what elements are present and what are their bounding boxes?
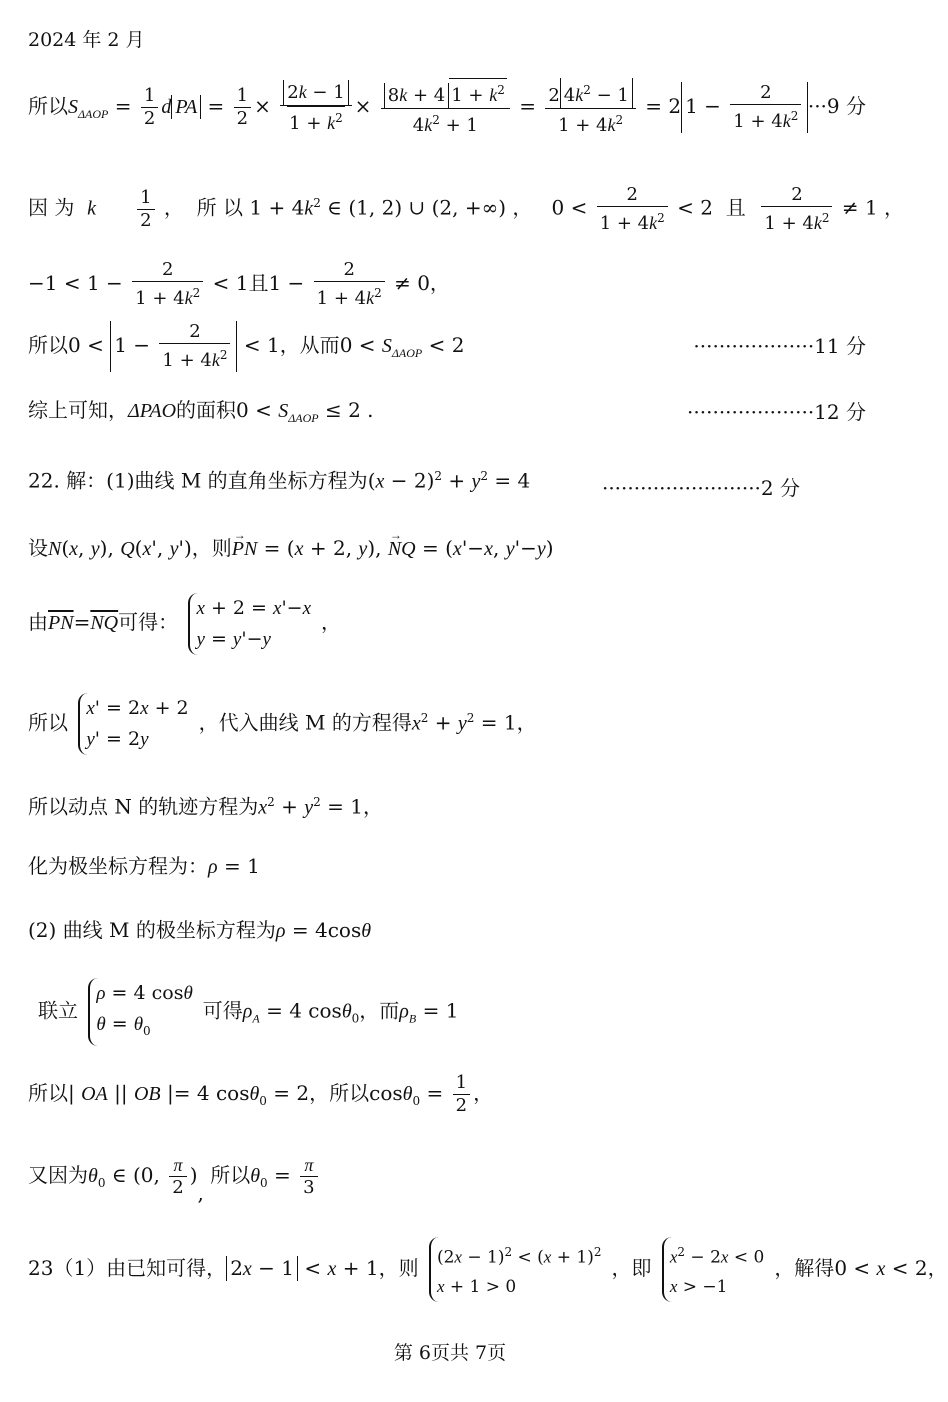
text-then: ，则 xyxy=(191,536,232,560)
trajectory-line: 所以动点 N 的轨迹方程为$x^2 + y^2 = 1$， xyxy=(28,794,383,819)
text-area: 的面积 xyxy=(176,398,237,422)
text-thus: ，从而 xyxy=(279,333,340,357)
text-so: 所 以 xyxy=(196,195,244,220)
simultaneous-line: 联立 ρ = 4 cosθ $\theta = \theta_0$ 可得$\rho_A = 4$ cosθ$_0$，而$\rho_B = 1$ xyxy=(38,978,872,1050)
polar-line: 化为极坐标方程为：ρ = 1 xyxy=(28,854,260,878)
text-get: 可得 xyxy=(202,998,243,1023)
system-line-2: 所以 x' = 2x + 2 y' = 2y ，代入曲线 M 的方程得$x^2 + y^2 = 1$， xyxy=(28,686,872,756)
score-2: ·························2 分 xyxy=(601,476,800,500)
range-line: 所以0 < 1 − $\frac{2}{1 + 4k^2}$ < 1，从而$0 < S_{\Delta AOP} < 2$ xyxy=(28,321,465,371)
vector-line: 设N(x, y), Q(x', y')，则→ PN = (x + 2, y), → NQ = (x'−x, y'−y) xyxy=(28,534,872,563)
text-so: 所以 xyxy=(28,1081,68,1105)
system-line-1: 由$\overline{PN}=\overline{NQ}$可得： x + 2 = x'−x y = y'−y ， xyxy=(28,590,872,655)
text-because: 因 为 xyxy=(28,195,75,220)
text-prefix: 所以 xyxy=(28,94,68,118)
text-q23: 23（1）由已知可得， xyxy=(28,1256,227,1280)
text-from: 由 xyxy=(28,610,48,634)
q23-line: 23（1）由已知可得， 2x − 1 < x + 1，则 $(2x - 1)^2 < (x + 1)^2$ x + 1 > 0 ，即 $x^2 - 2x < 0$ x > −1 ，解得0 < x < 2， xyxy=(28,1236,872,1302)
text-then: ，则 xyxy=(378,1256,419,1280)
text-and: 且 xyxy=(248,271,269,295)
text-ie: ，即 xyxy=(611,1256,652,1280)
text-sep: ， xyxy=(884,195,905,220)
page-date: 2024 年 2 月 xyxy=(28,29,145,51)
text-while: ，而 xyxy=(359,998,400,1023)
score-11: ···················11 分 xyxy=(693,334,866,358)
text-combine: 联立 xyxy=(38,998,78,1023)
condition-line: 因 为 k $\frac{1}{2}$ ， 所 以 $1 + 4k^2$ ∈ (1, 2) ∪ (2, +∞) ， 0 < $\frac{2}{1 + 4k^2}$ < 2 且 $\frac{2}{1 + 4k^2}$ ≠ 1 ， xyxy=(28,183,905,234)
text-so: 所以 xyxy=(28,710,68,735)
angle-line: 又因为$\theta_0$ ∈ (0, $\frac{\pi}{2}$ ), 所以$\theta_0$ = $\frac{\pi}{3}$ xyxy=(28,1150,872,1218)
text-polar: 化为极坐标方程为： xyxy=(28,854,208,878)
text-q22: 22. 解：(1)曲线 M 的直角坐标方程为 xyxy=(28,468,368,493)
text-so2: ，所以 xyxy=(309,1081,370,1105)
text-let: 设 xyxy=(28,536,48,560)
text-and: 且 xyxy=(725,195,746,220)
q22-line: 22. 解：(1)曲线 M 的直角坐标方程为$(x - 2)^2 + y^2 = 4$ xyxy=(28,468,531,493)
product-line: 所以| OA || OB |= 4 cosθ$_0$ = 2，所以cosθ$_0$ = $\frac{1}{2}$ ， xyxy=(28,1072,494,1116)
part2-line: (2) 曲线 M 的极坐标方程为ρ = 4cosθ xyxy=(28,918,372,942)
text-part2: (2) 曲线 M 的极坐标方程为 xyxy=(28,918,276,942)
text-trajectory: 所以动点 N 的轨迹方程为 xyxy=(28,794,259,819)
text-get: 可得： xyxy=(118,610,179,634)
text-solve: ，解得 xyxy=(774,1256,835,1280)
score-12: ····················12 分 xyxy=(687,400,866,424)
score-9: ···9 分 xyxy=(807,94,866,118)
text-prefix: 所以 xyxy=(28,333,68,357)
text-so: 所以 xyxy=(210,1163,251,1187)
area-formula-line: 所以$S_{\Delta AOP}$ = $\frac{1}{2}$ d PA = $\frac{1}{2}$ × $\frac{2k - 1}{1 + k^2}$ × $\frac{8k + 4 1 + k^2}{4k^2 + 1}$ = $\frac{2 4k^2 - 1}{1 + 4k^2}$ = 2 1 − $\frac{2}{1 + 4k^2}$ xyxy=(28,78,872,139)
text-summary: 综上可知， xyxy=(28,398,128,422)
inequality-line: −1 < 1 − $\frac{2}{1 + 4k^2}$ < 1且1 − $\frac{2}{1 + 4k^2}$ ≠ 0， xyxy=(28,259,450,309)
conclusion-line: 综上可知，ΔPAO的面积$0 < S_{\Delta AOP} \le 2$ . xyxy=(28,398,374,425)
page-footer: 第 6页共 7页 xyxy=(393,1342,507,1364)
text-substitute: ，代入曲线 M 的方程得 xyxy=(198,710,412,735)
text-because: 又因为 xyxy=(28,1163,88,1187)
